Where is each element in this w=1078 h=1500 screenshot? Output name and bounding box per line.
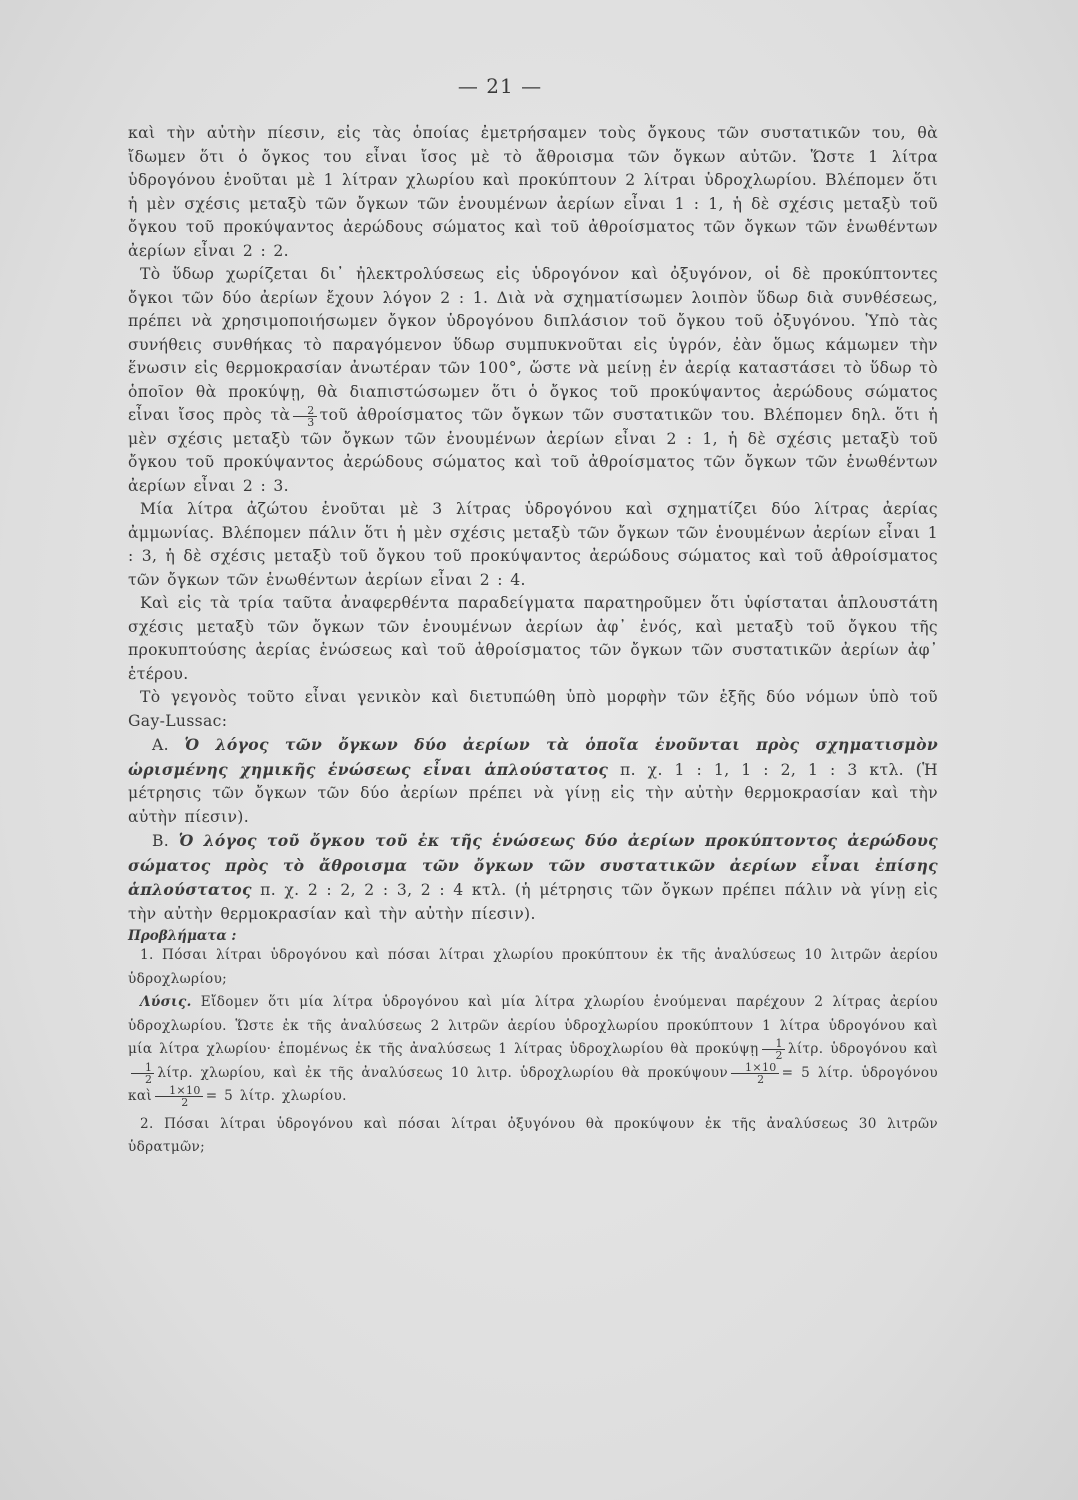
solution-label: Λύσις. bbox=[140, 994, 192, 1010]
problem-1-question: 1. Πόσαι λίτραι ὑδρογόνου καὶ πόσαι λίτραι χλωρίου προκύπτουν ἐκ τῆς ἀναλύσεως 10 λιτρῶν ἀερίου ὑδροχλωρίου; bbox=[128, 947, 938, 987]
fraction-denominator: 3 bbox=[307, 415, 315, 429]
fraction-denominator: 2 bbox=[757, 1072, 765, 1086]
fraction-two-thirds bbox=[293, 405, 316, 428]
fraction-half-2 bbox=[131, 1062, 154, 1085]
page-body bbox=[128, 122, 938, 1160]
paragraph-4: Καὶ εἰς τὰ τρία ταῦτα ἀναφερθέντα παραδείγματα παρατηροῦμεν ὅτι ὑφίσταται ἁπλουστάτη σχέσις μεταξὺ τῶν ὄγκων τῶν ἑνουμένων ἀερίων ἀφ᾽ ἑνός, καὶ μεταξὺ τοῦ ὄγκου τῆς προκυπτούσης ἀερίας ἑνώσεως καὶ τοῦ ἀθροίσματος τῶν ὄγκων τῶν συστατικῶν ἀερίων ἀφ᾽ ἑτέρου. bbox=[128, 594, 938, 683]
problem-2-question: 2. Πόσαι λίτραι ὑδρογόνου καὶ πόσαι λίτραι ὀξυγόνου θὰ προκύψουν ἐκ τῆς ἀναλύσεως 30 λιτρῶν ὑδρατμῶν; bbox=[128, 1115, 938, 1155]
fraction-numerator: 1 bbox=[131, 1062, 154, 1074]
law-b-statement: Ὁ λόγος τοῦ ὄγκου τοῦ ἐκ τῆς ἑνώσεως δύο ἀερίων προκύπτοντος ἀερώδους σώματος πρὸς τὸ ἄθροισμα τῶν ὄγκων τῶν συστατικῶν ἀερίων εἶναι ἐπίσης ἁπλούστατος bbox=[128, 831, 938, 899]
problems-heading: Προβλήματα : bbox=[128, 928, 237, 944]
fraction-half-1 bbox=[762, 1038, 785, 1061]
law-a bbox=[128, 733, 938, 829]
paragraph-3: Μία λίτρα ἀζώτου ἑνοῦται μὲ 3 λίτρας ὑδρογόνου καὶ σχηματίζει δύο λίτρας ἀερίας ἀμμωνίας. Βλέπομεν πάλιν ὅτι ἡ μὲν σχέσις μεταξὺ τῶν ὄγκων τῶν ἑνουμένων ἀερίων εἶναι 1 : 3, ἡ δὲ σχέσις μεταξὺ τοῦ ὄγκου τοῦ προκύψαντος ἀερώδους σώματος καὶ τοῦ ἀθροίσματος τῶν ὄγκων τῶν ἑνωθέντων ἀερίων εἶναι 2 : 4. bbox=[128, 500, 938, 589]
solution-text-a: Εἴδομεν ὅτι μία λίτρα ὑδρογόνου καὶ μία λίτρα χλωρίου ἑνούμεναι παρέχουν 2 λίτρας ἀερίου ὑδροχλωρίου. Ὥστε ἐκ τῆς ἀναλύσεως 2 λιτρῶν ἀερίου ὑδροχλωρίου προκύπτουν 1 λίτρα ὑδρογόνου καὶ μία λίτρα χλωρίου· ἑπομένως ἐκ τῆς ἀναλύσεως 1 λίτρας ὑδροχλωρίου θὰ προκύψῃ bbox=[128, 994, 938, 1057]
problem-1-solution bbox=[128, 991, 938, 1109]
paragraph-5: Τὸ γεγονὸς τοῦτο εἶναι γενικὸν καὶ διετυπώθη ὑπὸ μορφὴν τῶν ἑξῆς δύο νόμων ὑπὸ τοῦ Gay-Lussac: bbox=[128, 688, 938, 730]
law-a-rest: π. χ. 1 : 1, 1 : 2, 1 : 3 κτλ. (Ἡ μέτρησις τῶν ὄγκων τῶν δύο ἀερίων πρέπει νὰ γίνῃ εἰς τὴν αὐτὴν θερμοκρασίαν καὶ τὴν αὐτὴν πίεσιν). bbox=[128, 760, 939, 826]
law-a-label: Α. bbox=[152, 736, 169, 754]
solution-text-d: = 5 λίτρ. ὑδρογόνου καὶ bbox=[128, 1064, 938, 1104]
paragraph-1: καὶ τὴν αὐτὴν πίεσιν, εἰς τὰς ὁποίας ἐμετρήσαμεν τοὺς ὄγκους τῶν συστατικῶν του, θὰ ἴδωμεν ὅτι ὁ ὄγκος του εἶναι ἴσος μὲ τὸ ἄθροισμα τῶν ὄγκων αὐτῶν. Ὥστε 1 λίτρα ὑδρογόνου ἑνοῦται μὲ 1 λίτραν χλωρίου καὶ προκύπτουν 2 λίτραι ὑδροχλωρίου. Βλέπομεν ὅτι ἡ μὲν σχέσις μεταξὺ τῶν ὄγκων τῶν ἑνουμένων ἀερίων εἶναι 1 : 1, ἡ δὲ σχέσις μεταξὺ τοῦ ὄγκου τοῦ προκύψαντος ἀερώδους σώματος καὶ τοῦ ἀθροίσματος τῶν ὄγκων τῶν ἑνωθέντων ἀερίων εἶναι 2 : 2. bbox=[128, 124, 938, 260]
fraction-numerator: 2 bbox=[293, 405, 316, 417]
fraction-product-2 bbox=[155, 1085, 203, 1108]
law-b-rest: π. χ. 2 : 2, 2 : 3, 2 : 4 κτλ. (ἡ μέτρησις τῶν ὄγκων πρέπει πάλιν νὰ γίνῃ εἰς τὴν αὐτὴν θερμοκρασίαν καὶ τὴν αὐτὴν πίεσιν). bbox=[128, 881, 938, 923]
fraction-numerator: 1×10 bbox=[155, 1085, 203, 1097]
solution-text-c: λίτρ. χλωρίου, καὶ ἐκ τῆς ἀναλύσεως 10 λιτρ. ὑδροχλωρίου θὰ προκύψουν bbox=[157, 1064, 729, 1081]
law-b bbox=[128, 829, 938, 926]
page-number: — 21 — bbox=[457, 74, 543, 98]
fraction-denominator: 2 bbox=[145, 1072, 153, 1086]
solution-text-e: = 5 λίτρ. χλωρίου. bbox=[205, 1088, 347, 1104]
fraction-numerator: 1×10 bbox=[731, 1062, 779, 1074]
law-a-statement: Ὁ λόγος τῶν ὄγκων δύο ἀερίων τὰ ὁποῖα ἑνοῦνται πρὸς σχηματισμὸν ὡρισμένης χημικῆς ἑνώσεως εἶναι ἁπλούστατος bbox=[128, 735, 938, 779]
paragraph-2 bbox=[128, 263, 938, 498]
paragraph-2-continued: τοῦ ἀθροίσματος τῶν ὄγκων τῶν συστατικῶν του. Βλέπομεν δηλ. ὅτι ἡ μὲν σχέσις μεταξὺ τῶν ὄγκων τῶν ἑνουμένων ἀερίων εἶναι 2 : 1, ἡ δὲ σχέσις μεταξὺ τοῦ ὄγκου τοῦ προκύψαντος ἀερώδους σώματος καὶ τοῦ ἀθροίσματος τῶν ὄγκων τῶν ἑνωθέντων ἀερίων εἶναι 2 : 3. bbox=[128, 406, 939, 495]
fraction-product-1 bbox=[731, 1062, 779, 1085]
fraction-numerator: 1 bbox=[762, 1038, 785, 1050]
solution-text-b: λίτρ. ὑδρογόνου καὶ bbox=[787, 1041, 938, 1057]
fraction-denominator: 2 bbox=[775, 1049, 783, 1062]
paragraph-2-text: Τὸ ὕδωρ χωρίζεται δι᾽ ἠλεκτρολύσεως εἰς ὑδρογόνον καὶ ὀξυγόνον, οἱ δὲ προκύπτοντες ὄγκοι τῶν δύο ἀερίων ἔχουν λόγον 2 : 1. Διὰ νὰ σχηματίσωμεν λοιπὸν ὕδωρ διὰ συνθέσεως, πρέπει νὰ χρησιμοποιήσωμεν ὄγκον ὑδρογόνου διπλάσιον τοῦ ὄγκου τοῦ ὀξυγόνου. Ὑπὸ τὰς συνήθεις συνθήκας τὸ παραγόμενον ὕδωρ συμπυκνοῦται εἰς ὑγρόν, ἐὰν ὅμως κάμωμεν τὴν ἕνωσιν εἰς θερμοκρασίαν ἀνωτέραν τῶν 100°, ὥστε νὰ μείνῃ ἐν ἀερίᾳ καταστάσει τὸ ὕδωρ τὸ ὁποῖον θὰ προκύψῃ, θὰ διαπιστώσωμεν ὅτι ὁ ὄγκος τοῦ προκύψαντος ἀερώδους σώματος εἶναι ἴσος πρὸς τὰ bbox=[128, 265, 938, 424]
fraction-denominator: 2 bbox=[181, 1096, 189, 1109]
law-b-label: Β. bbox=[152, 832, 170, 850]
